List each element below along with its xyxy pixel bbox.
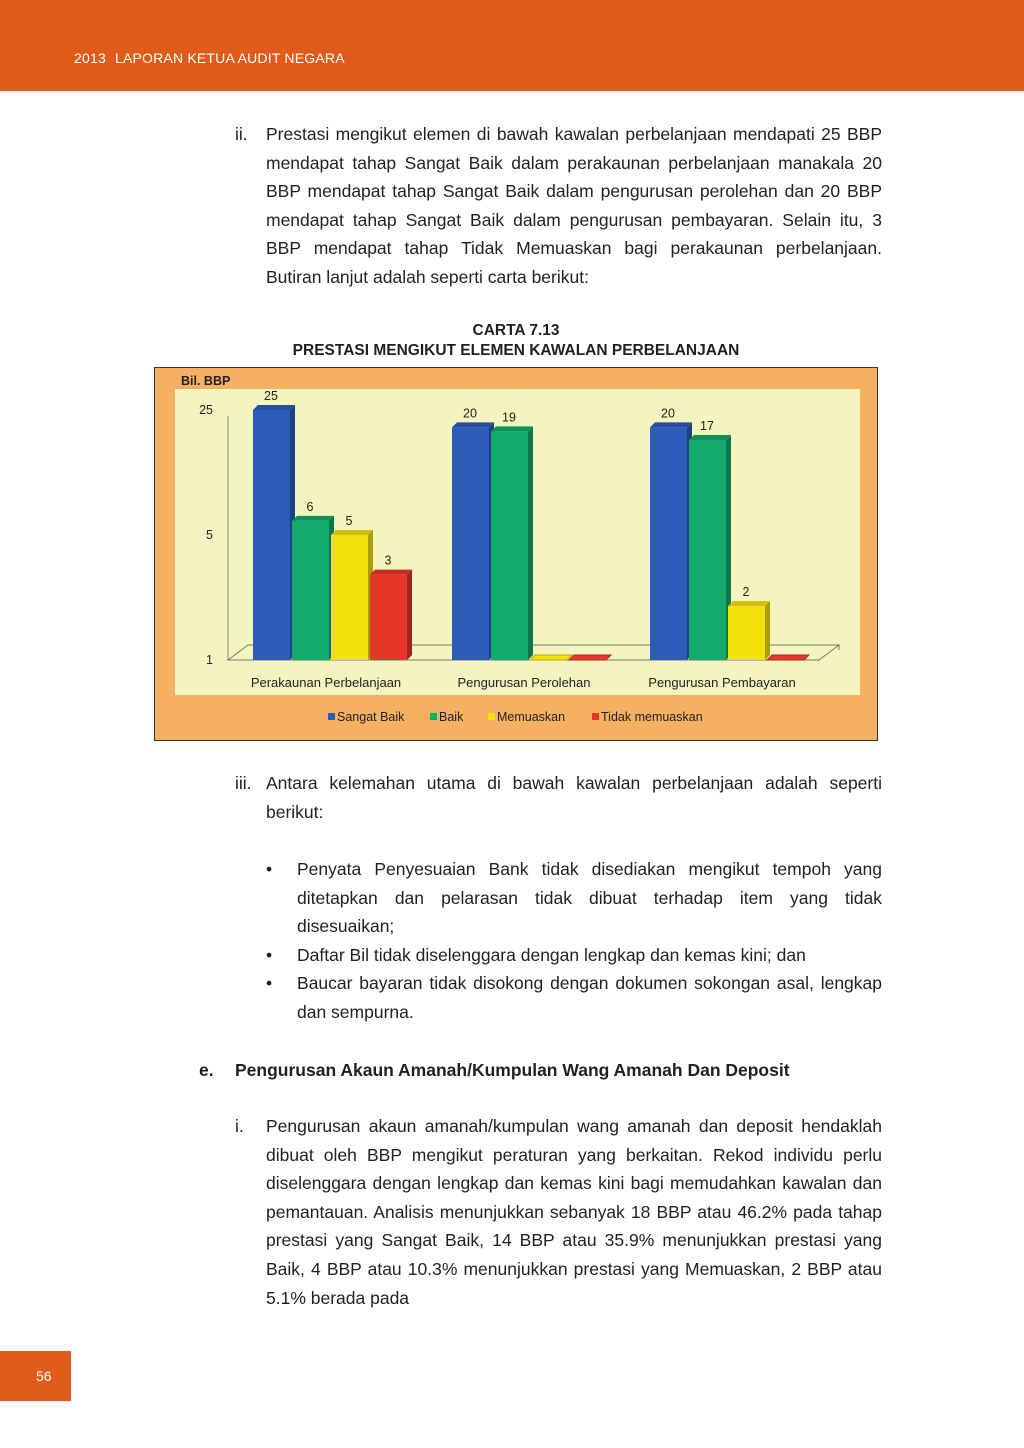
data-label: 17 <box>700 418 714 433</box>
chart-svg <box>155 368 877 740</box>
bullet-icon: • <box>266 944 273 965</box>
bar-top <box>689 435 731 440</box>
bar-top <box>292 516 334 521</box>
section-title: Pengurusan Akaun Amanah/Kumpulan Wang Amanah Dan Deposit <box>235 1060 790 1080</box>
bar-top <box>728 601 770 606</box>
y-tick-label: 5 <box>206 528 213 542</box>
list-item <box>266 855 882 941</box>
x-category-label: Pengurusan Perolehan <box>457 675 591 690</box>
bullet-icon: • <box>266 859 273 879</box>
list-item-text: Baucar bayaran tidak disokong dengan dokumen sokongan asal, lengkap dan sempurna. <box>297 973 882 1022</box>
x-category-label: Perakaunan Perbelanjaan <box>250 675 402 690</box>
bar-top <box>370 570 412 575</box>
legend-label: Memuaskan <box>497 710 566 724</box>
weakness-list <box>266 855 882 1027</box>
list-item-text: Daftar Bil tidak diselenggara dengan lengkap dan kemas kini; dan <box>297 944 806 965</box>
data-label: 3 <box>384 553 392 568</box>
bar <box>370 575 407 660</box>
y-tick-label: 1 <box>206 653 213 667</box>
legend-swatch <box>328 713 335 720</box>
data-label: 6 <box>306 499 314 514</box>
data-label: 20 <box>463 406 477 421</box>
para-ii-text: Prestasi mengikut elemen di bawah kawalan perbelanjaan mendapati 25 BBP mendapat tahap Sangat Baik dalam perakaunan perbelanjaan manakala 20 BBP mendapat tahap Sangat Baik dalam pengurusan perolehan dan 20 BBP mendapat tahap Sangat Baik dalam pengurusan pembayaran. Selain itu, 3 BBP mendapat tahap Tidak Memuaskan bagi perakaunan perbelanjaan. Butiran lanjut adalah seperti carta berikut: <box>266 124 882 287</box>
bar <box>292 521 329 660</box>
legend-swatch <box>592 713 599 720</box>
bar-chart <box>154 367 878 741</box>
bar <box>650 427 687 660</box>
bar-top <box>650 422 692 427</box>
bar <box>689 440 726 660</box>
bar <box>728 606 765 660</box>
legend-label: Sangat Baik <box>337 710 405 724</box>
bar <box>253 410 290 660</box>
bar-zero <box>530 655 572 660</box>
legend-label: Tidak memuaskan <box>601 710 703 724</box>
bar <box>491 431 528 660</box>
header-bar <box>0 0 1024 91</box>
list-item-text: Penyata Penyesuaian Bank tidak disediakan mengikut tempoh yang ditetapkan dan pelarasan tidak dibuat terhadap item yang tidak disesuaikan; <box>297 859 882 937</box>
bar-zero <box>569 655 611 660</box>
section-number: e. <box>199 1060 214 1080</box>
bar-side <box>407 570 412 660</box>
data-label: 2 <box>742 585 750 600</box>
x-category-label: Pengurusan Pembayaran <box>648 675 796 690</box>
bar-top <box>331 530 373 535</box>
data-label: 25 <box>264 389 278 403</box>
bar <box>331 535 368 660</box>
para-iii-number: iii. <box>235 773 252 793</box>
bar-top <box>253 405 295 410</box>
bar-top <box>491 426 533 431</box>
para-e-i-number: i. <box>235 1116 244 1136</box>
chart-number: CARTA 7.13 <box>472 322 560 339</box>
bullet-icon: • <box>266 973 273 994</box>
list-item <box>266 941 882 970</box>
y-tick-label: 25 <box>199 403 213 417</box>
running-header <box>74 50 345 66</box>
data-label: 19 <box>502 410 516 425</box>
legend-label: Baik <box>439 710 464 724</box>
legend-swatch <box>430 713 437 720</box>
section-heading <box>199 1056 790 1085</box>
data-label: 20 <box>661 406 675 421</box>
chart-title: PRESTASI MENGIKUT ELEMEN KAWALAN PERBELANJAAN <box>292 342 740 359</box>
bar-side <box>528 426 533 660</box>
para-ii-number: ii. <box>235 124 248 144</box>
bar <box>452 427 489 660</box>
y-axis-label: Bil. BBP <box>181 374 231 388</box>
para-iii-text: Antara kelemahan utama di bawah kawalan perbelanjaan adalah seperti berikut: <box>266 773 882 822</box>
bar-zero <box>767 655 809 660</box>
bar-side <box>765 601 770 660</box>
header-title: LAPORAN KETUA AUDIT NEGARA <box>114 50 345 66</box>
bar-top <box>452 422 494 427</box>
list-item <box>266 969 882 1026</box>
page-number: 56 <box>36 1368 52 1384</box>
header-year: 2013 <box>74 50 106 66</box>
para-e-i-text: Pengurusan akaun amanah/kumpulan wang amanah dan deposit hendaklah dibuat oleh BBP mengikut peraturan yang berkaitan. Rekod individu perlu diselenggara dengan lengkap dan kemas kini bagi memudahkan kawalan dan pemantauan. Analisis menunjukkan sebanyak 18 BBP atau 46.2% pada tahap prestasi yang Sangat Baik, 14 BBP atau 35.9% menunjukkan prestasi yang Baik, 4 BBP atau 10.3% menunjukkan prestasi yang Memuaskan, 2 BBP atau 5.1% berada pada <box>266 1116 882 1308</box>
legend-swatch <box>488 713 495 720</box>
data-label: 5 <box>345 514 353 528</box>
